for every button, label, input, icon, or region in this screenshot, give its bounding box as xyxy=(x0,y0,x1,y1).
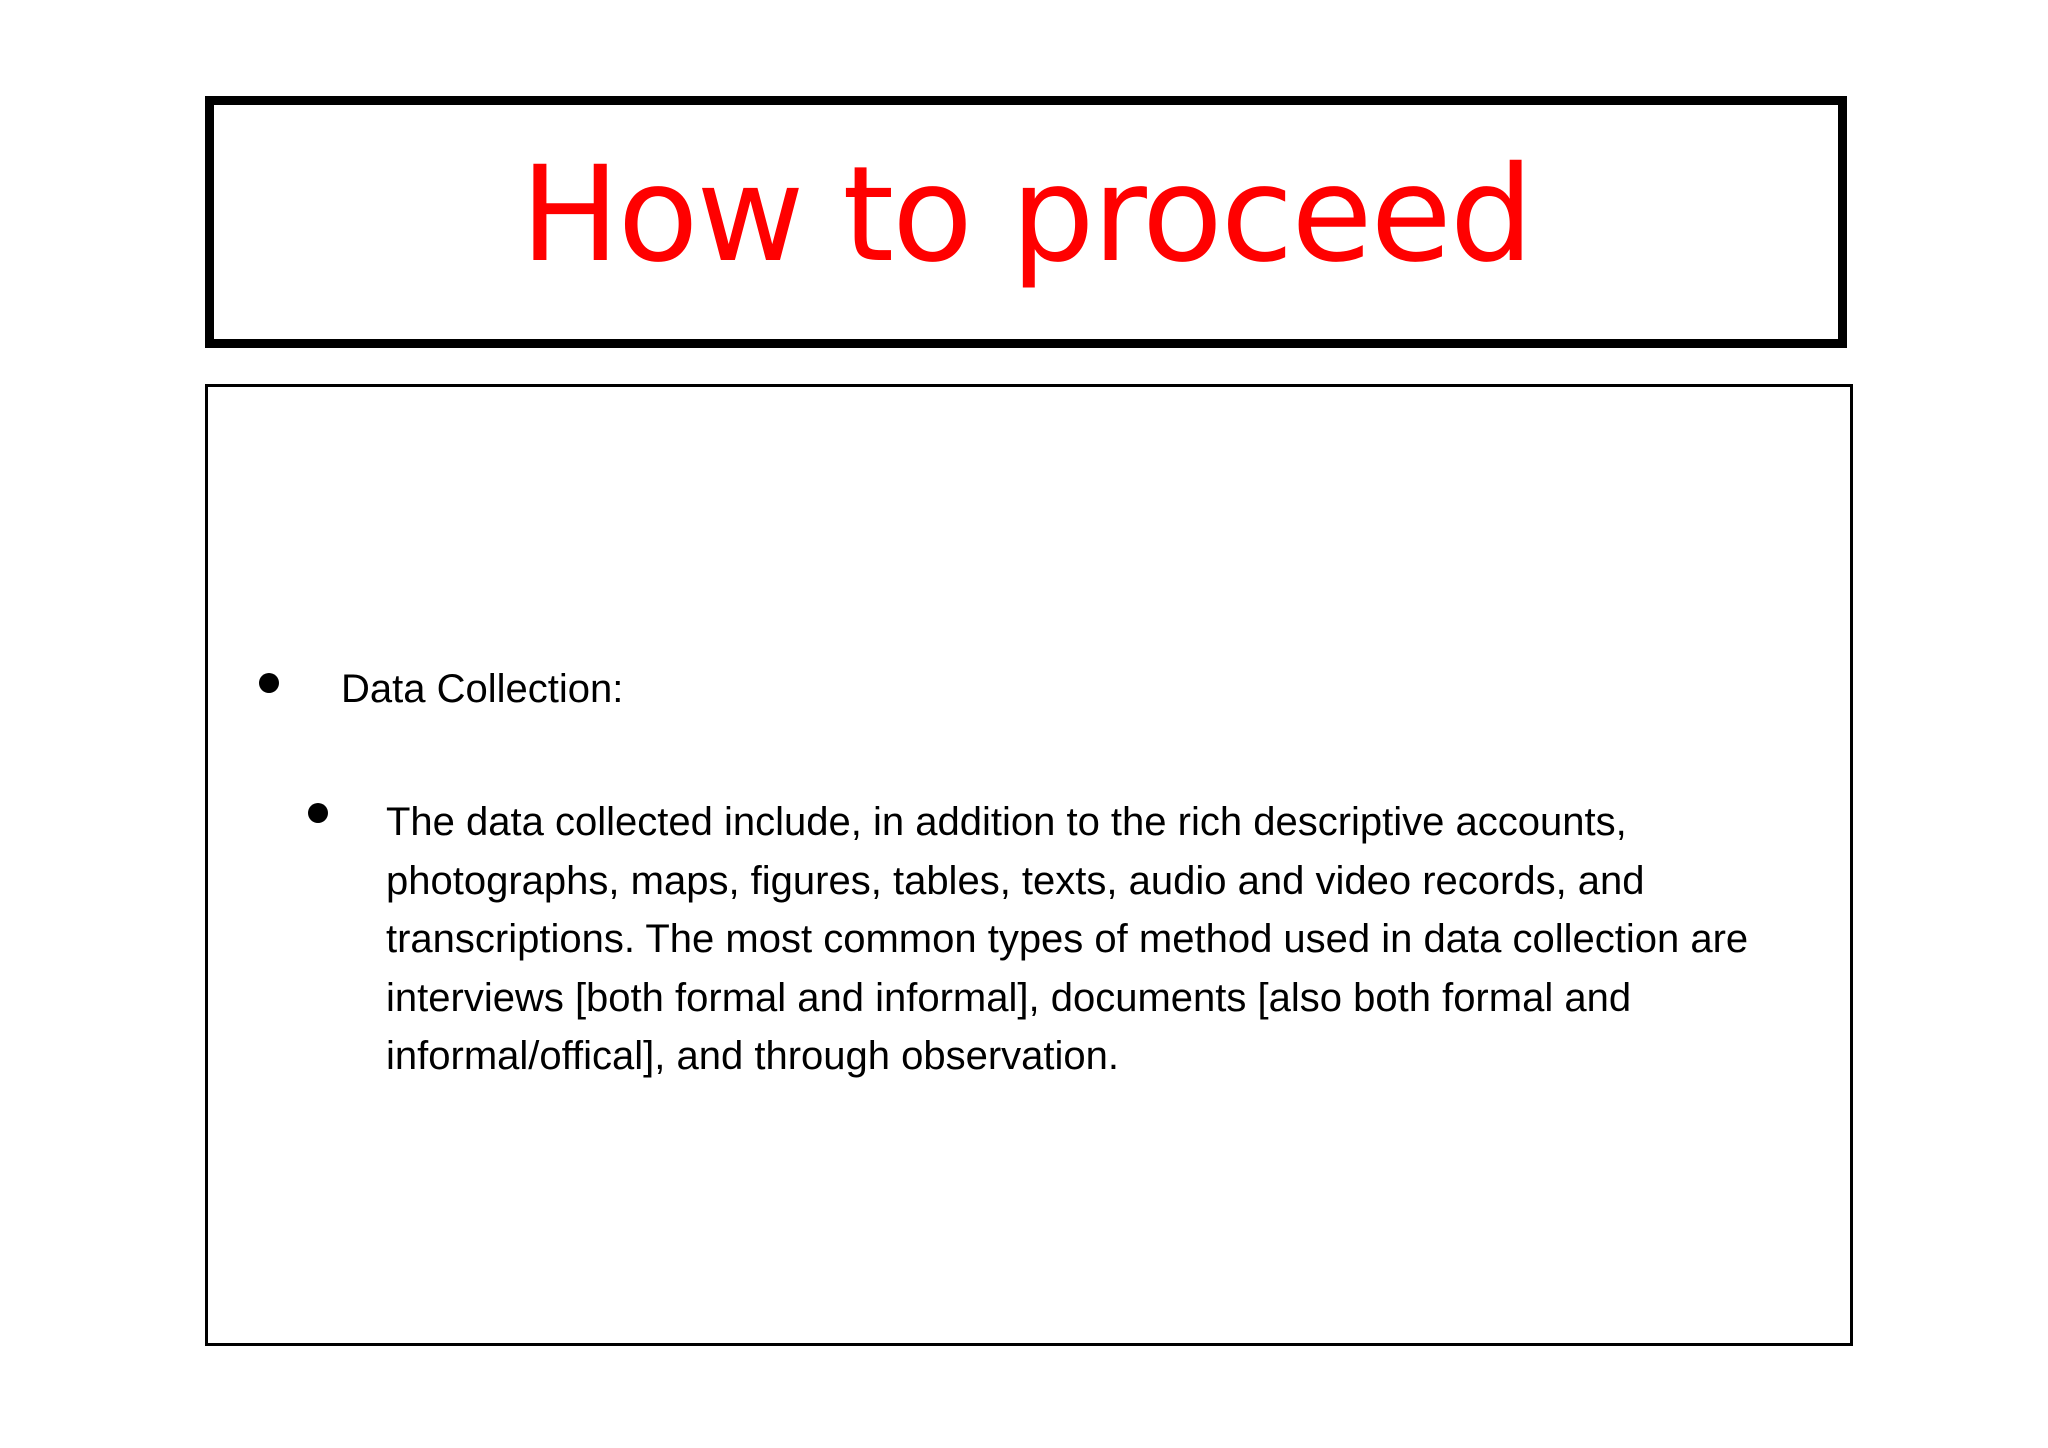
sub-bullet-text: The data collected include, in addition to the rich descriptive accounts, photographs, maps, figures, tables, texts, audio and video records, and transcriptions. The most common types of method used in data collection are interviews [both formal and informal], documents [also both formal and informal/offical], and through observation. xyxy=(386,800,1749,1078)
content-box xyxy=(205,384,1853,1346)
bullet-dot-icon xyxy=(308,803,328,823)
bullet-dot-icon xyxy=(259,673,279,693)
title-box xyxy=(205,96,1847,348)
slide-title: How to proceed xyxy=(520,138,1532,292)
bullet-text: Data Collection: xyxy=(341,667,624,711)
